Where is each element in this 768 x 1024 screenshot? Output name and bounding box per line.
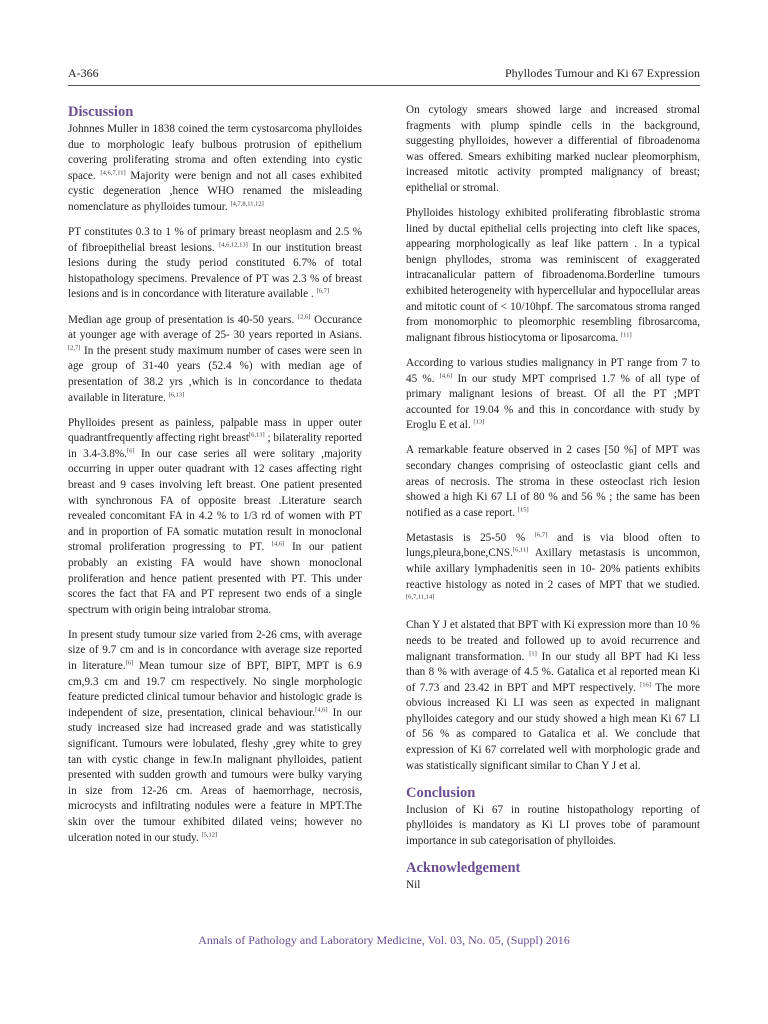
paragraph-text: In our study MPT comprised 1.7 % of all type of primary malignant lesions of breast. Of all the PT ;MPT accounted for 19.04 % and this in concordance with study by Eroglu E et al. xyxy=(406,372,700,432)
paragraph-text: In the present study maximum number of cases were seen in age group of 31-40 years (52.4 %) with median age of presentation of 38.2 yrs ,which is in concordance to thedata available in literature. xyxy=(68,344,362,404)
journal-citation-footer: Annals of Pathology and Laboratory Medicine, Vol. 03, No. 05, (Suppl) 2016 xyxy=(198,933,570,947)
body-paragraph xyxy=(406,206,700,346)
body-paragraph xyxy=(68,628,362,846)
paragraph-text: In our institution breast lesions during the study period constituted 6.7% of total histopathology specimens. Prevalence of PT was 2.3 % of breast lesions and is in concordance with literature available . xyxy=(68,241,363,301)
citation-reference: [15] xyxy=(517,506,529,514)
paragraph-text: Mean tumour size of BPT, BlPT, MPT is 6.9 cm,9.3 cm and 19.7 cm respectively. No single morphologic feature predicted clinical tumour behavior and histologic grade is independent of size, presentation, clinical behaviour. xyxy=(68,660,363,719)
citation-reference: [2,7] xyxy=(68,343,81,351)
citation-reference: [6,7] xyxy=(316,287,329,295)
paragraph-text: and is via blood often to lungs,pleura,bone,CNS. xyxy=(406,531,700,560)
citation-reference: [6,13] xyxy=(168,390,185,398)
body-paragraph xyxy=(406,531,700,609)
running-title: Phyllodes Tumour and Ki 67 Expression xyxy=(504,66,700,80)
citation-reference: [6,7,11,14] xyxy=(406,593,435,601)
section-heading-discussion: Discussion xyxy=(68,104,134,120)
citation-reference: [4,6,12,13] xyxy=(219,240,248,248)
citation-reference: [4,7,8,11,12] xyxy=(230,200,264,208)
header-divider xyxy=(68,85,700,86)
body-paragraph xyxy=(68,225,362,303)
body-paragraph xyxy=(406,443,700,521)
paragraph-text: According to various studies malignancy in PT range from 7 to 45 %. xyxy=(406,356,700,385)
body-paragraph xyxy=(406,803,700,850)
page-header xyxy=(68,66,700,86)
body-paragraph xyxy=(68,313,362,407)
paragraph-text: ; bilaterality reported in 3.4-3.8%. xyxy=(68,432,362,460)
citation-reference: [2,6] xyxy=(297,312,311,320)
paragraph-text: A remarkable feature observed in 2 cases [50 %] of MPT was secondary changes comprising of osteoclastic giant cells and areas of necrosis. The stroma in these osteoclast rich lesion showed a high Ki 67 LI of 80 % and 56 % ; the same has been notified as a case report. xyxy=(406,444,700,519)
citation-reference: [6,13] xyxy=(248,431,265,439)
paragraph-text: In our study all BPT had Ki less than 8 % with average of 4.5 %. Gatalica et al reported mean Ki of 7.73 and 23.42 in BPT and MPT respectively. xyxy=(406,650,700,694)
paragraph-text: Axillary metastasis is uncommon, while axillary lymphadenitis seen in 10- 20% patients exhibits reactive histology as noted in 2 cases of MPT that we studied. xyxy=(406,547,700,591)
citation-reference: [6] xyxy=(126,447,135,455)
paragraph-text: The more obvious increased Ki LI was seen as expected in malignant phylloides category and our study showed a high mean Ki 67 LI of 56 % as compared to Gatalica et al. We conclude that expression of Ki 67 correlated well with morphologic grade and was statistically significant similar to Chan Y J et al. xyxy=(406,681,700,772)
paragraph-text: In present study tumour size varied from 2-26 cms, with average size of 9.7 cm and is in concordance with average size reported in literature. xyxy=(68,628,362,672)
left-column xyxy=(68,103,362,856)
body-paragraph xyxy=(406,103,700,197)
citation-reference: [6,7] xyxy=(534,531,548,539)
body-paragraph xyxy=(68,122,362,216)
paragraph-text: Nil xyxy=(406,879,421,892)
citation-reference: [4,6] xyxy=(315,706,328,714)
section-heading-conclusion: Conclusion xyxy=(406,784,476,801)
right-column xyxy=(406,103,700,903)
paragraph-text: Median age group of presentation is 40-50 years. xyxy=(68,313,298,326)
paragraph-text: Phylloides histology exhibited proliferating fibroblastic stroma lined by ductal epithelial cells projecting into cleft like spaces, appearing morphologically as leaf like pattern . In a typical benign phyllodes, stroma was reminiscent of exaggerated intracanalicular pattern of fibroadenoma.Borderline tumours exhibited heterogeneity with hypercellular and hypocellular areas and mitotic count of < 10/10hpf. The sarcomatous stroma ranged from monomorphic to pleomorphic resembling fibrosarcoma, malignant fibrous histiocytoma or liposarcoma. xyxy=(406,207,700,344)
citation-reference: [13] xyxy=(473,418,485,426)
citation-reference: [4,6,7,11] xyxy=(100,169,126,177)
paragraph-text: Johnnes Muller in 1838 coined the term cystosarcoma phylloides due to morphologic leafy bulbous protrusion of epithelium covering proliferating stroma and often extending into cystic space. xyxy=(68,123,362,182)
body-paragraph xyxy=(406,618,700,774)
citation-reference: [16] xyxy=(640,680,651,688)
paragraph-text: On cytology smears showed large and increased stromal fragments with plump spindle cells in the background, suggesting phylloides, however a differential of fibroadenoma was offered. Smears exhibiting marked nuclear pleomorphism, increased mitotic activity prompted malignancy of breast; epithelial or stromal. xyxy=(406,104,700,194)
citation-reference: [1] xyxy=(529,649,537,657)
paragraph-text: In our study increased size had increased grade and was statistically significant. Tumours were lobulated, fleshy ,grey white to grey tan with cystic change in few.In malignant phylloides, patient presented with sudden growth and tumours were bulky varying in size from 12-26 cm. Areas of haemorrhage, necrosis, microcysts and infiltrating nodules were a feature in MPT.The skin over the tumour exhibited dilated veins; however no ulceration noted in our study. xyxy=(68,706,362,844)
paragraph-text: In our patient probably an existing FA would have shown monoclonal proliferation and hence patient presented with PT. This under scores the fact that FA and PT represent two ends of a single spectrum with origin being intralobar stroma. xyxy=(68,541,362,616)
paragraph-text: Phylloides present as painless, palpable mass in upper outer quadrantfrequently affecting right breast xyxy=(68,416,362,445)
paragraph-text: In our case series all were solitary ,majority occurring in upper outer quadrant with 12 cases affecting right breast and 9 cases involving left breast. One patient presented with synchronous FA of opposite breast .Literature search revealed concomitant FA in 4.2 % to 1/3 rd of women with PT and in proportion of FA somatic mutation result in monoclonal stromal proliferation progressing to PT. xyxy=(68,447,362,554)
citation-reference: [5,12] xyxy=(201,830,218,838)
section-heading-acknowledgement: Acknowledgement xyxy=(406,860,521,877)
body-paragraph xyxy=(406,356,700,434)
citation-reference: [6,11] xyxy=(512,546,529,554)
paragraph-text: Chan Y J et alstated that BPT with Ki expression more than 10 % needs to be treated and followed up to avoid recurrence and malignant transformation. xyxy=(406,619,700,663)
paragraph-text: Majority were benign and not all cases exhibited cystic degeneration ,hence WHO renamed the misleading nomenclature as phylloides tumour. xyxy=(68,169,362,213)
citation-reference: [4,6] xyxy=(439,371,453,379)
paragraph-text: Inclusion of Ki 67 in routine histopathology reporting of phylloides is mandatory as Ki LI proves tobe of paramount importance in sub categorisation of phylloides. xyxy=(406,803,700,847)
citation-reference: [11] xyxy=(621,331,632,339)
body-paragraph xyxy=(406,878,700,894)
citation-reference: [6] xyxy=(125,659,134,667)
paragraph-text: PT constitutes 0.3 to 1 % of primary breast neoplasm and 2.5 % of fibroepithelial breast lesions. xyxy=(68,226,362,254)
paragraph-text: Occurance at younger age with average of 25- 30 years reported in Asians. xyxy=(68,313,362,342)
citation-reference: [4,6] xyxy=(271,540,285,548)
body-paragraph xyxy=(68,416,362,619)
page-number: A-366 xyxy=(68,66,99,80)
paragraph-text: Metastasis is 25-50 % xyxy=(406,531,535,544)
